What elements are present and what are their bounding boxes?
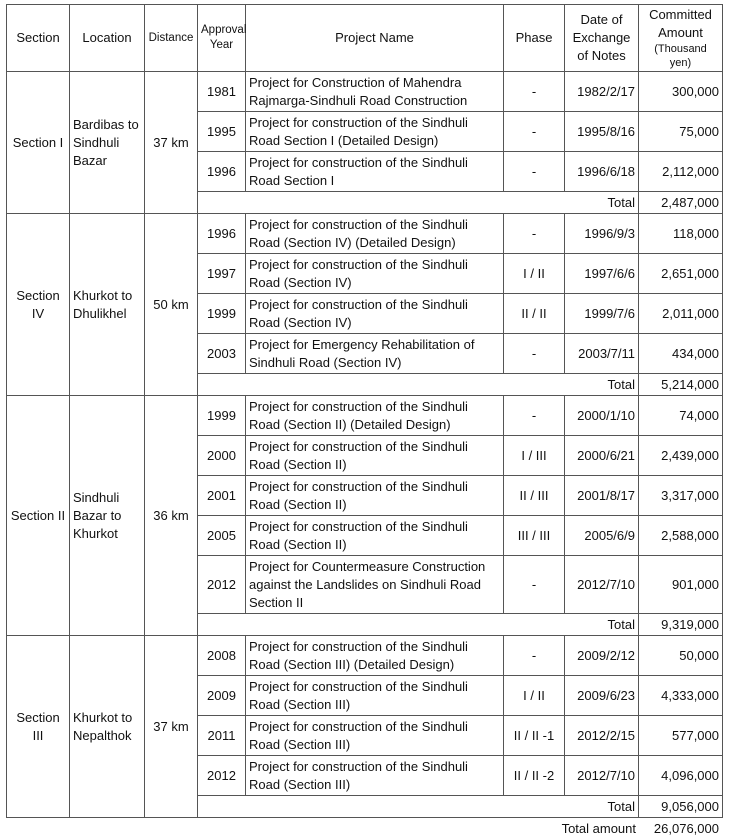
phase-cell: II / II	[504, 294, 565, 334]
location-cell: Bardibas to Sindhuli Bazar	[70, 72, 145, 214]
amount-cell: 3,317,000	[639, 476, 723, 516]
section-cell: Section II	[7, 396, 70, 636]
date-cell: 2009/2/12	[565, 636, 639, 676]
date-cell: 2009/6/23	[565, 676, 639, 716]
table-row	[7, 214, 723, 254]
approval-year-cell: 2000	[198, 436, 246, 476]
header-row	[7, 5, 723, 72]
distance-cell: 36 km	[145, 396, 198, 636]
approval-year-cell: 2001	[198, 476, 246, 516]
project-name-cell: Project for construction of the Sindhuli Road (Section III)	[246, 676, 504, 716]
date-cell: 1982/2/17	[565, 72, 639, 112]
amount-cell: 577,000	[639, 716, 723, 756]
phase-cell: II / III	[504, 476, 565, 516]
date-cell: 2000/6/21	[565, 436, 639, 476]
header-phase: Phase	[504, 5, 565, 72]
phase-cell: -	[504, 636, 565, 676]
approval-year-cell: 1997	[198, 254, 246, 294]
approval-year-cell: 2005	[198, 516, 246, 556]
approval-year-cell: 2009	[198, 676, 246, 716]
date-cell: 2012/7/10	[565, 556, 639, 614]
header-date: Date of Exchange of Notes	[565, 5, 639, 72]
date-cell: 1996/6/18	[565, 152, 639, 192]
approval-year-cell: 1996	[198, 152, 246, 192]
project-name-cell: Project for construction of the Sindhuli Road (Section II)	[246, 436, 504, 476]
amount-cell: 434,000	[639, 334, 723, 374]
project-name-cell: Project for Countermeasure Construction against the Landslides on Sindhuli Road Section II	[246, 556, 504, 614]
total-value: 9,319,000	[639, 614, 723, 636]
location-cell: Khurkot to Nepalthok	[70, 636, 145, 818]
date-cell: 2012/7/10	[565, 756, 639, 796]
project-name-cell: Project for construction of the Sindhuli Road (Section II)	[246, 516, 504, 556]
distance-cell: 37 km	[145, 636, 198, 818]
amount-cell: 4,333,000	[639, 676, 723, 716]
grand-total-label: Total amount	[561, 821, 636, 836]
approval-year-cell: 1996	[198, 214, 246, 254]
header-amount-label: Committed Amount	[649, 7, 712, 40]
total-label: Total	[198, 374, 639, 396]
approval-year-cell: 2003	[198, 334, 246, 374]
date-cell: 2000/1/10	[565, 396, 639, 436]
date-cell: 1996/9/3	[565, 214, 639, 254]
total-label: Total	[198, 614, 639, 636]
project-name-cell: Project for Emergency Rehabilitation of Sindhuli Road (Section IV)	[246, 334, 504, 374]
header-location: Location	[70, 5, 145, 72]
date-cell: 1995/8/16	[565, 112, 639, 152]
date-cell: 2003/7/11	[565, 334, 639, 374]
project-name-cell: Project for construction of the Sindhuli Road (Section III)	[246, 756, 504, 796]
distance-cell: 37 km	[145, 72, 198, 214]
location-cell: Sindhuli Bazar to Khurkot	[70, 396, 145, 636]
phase-cell: III / III	[504, 516, 565, 556]
approval-year-cell: 2012	[198, 756, 246, 796]
phase-cell: -	[504, 556, 565, 614]
project-name-cell: Project for construction of the Sindhuli Road (Section II) (Detailed Design)	[246, 396, 504, 436]
header-approval-year: Approval Year	[198, 5, 246, 72]
amount-cell: 50,000	[639, 636, 723, 676]
section-cell: Section III	[7, 636, 70, 818]
project-name-cell: Project for Construction of Mahendra Rajmarga-Sindhuli Road Construction	[246, 72, 504, 112]
approval-year-cell: 2008	[198, 636, 246, 676]
amount-cell: 2,651,000	[639, 254, 723, 294]
total-value: 2,487,000	[639, 192, 723, 214]
date-cell: 2001/8/17	[565, 476, 639, 516]
phase-cell: I / II	[504, 254, 565, 294]
project-name-cell: Project for construction of the Sindhuli Road (Section IV)	[246, 294, 504, 334]
phase-cell: -	[504, 72, 565, 112]
date-cell: 1999/7/6	[565, 294, 639, 334]
phase-cell: I / III	[504, 436, 565, 476]
phase-cell: -	[504, 334, 565, 374]
phase-cell: -	[504, 214, 565, 254]
phase-cell: -	[504, 396, 565, 436]
approval-year-cell: 1999	[198, 396, 246, 436]
project-name-cell: Project for construction of the Sindhuli Road (Section IV) (Detailed Design)	[246, 214, 504, 254]
total-label: Total	[198, 192, 639, 214]
table-row	[7, 396, 723, 436]
approval-year-cell: 1995	[198, 112, 246, 152]
approval-year-cell: 1981	[198, 72, 246, 112]
project-name-cell: Project for construction of the Sindhuli Road (Section III) (Detailed Design)	[246, 636, 504, 676]
amount-cell: 300,000	[639, 72, 723, 112]
date-cell: 2012/2/15	[565, 716, 639, 756]
amount-cell: 74,000	[639, 396, 723, 436]
header-amount	[639, 5, 723, 72]
amount-cell: 901,000	[639, 556, 723, 614]
table-row	[7, 72, 723, 112]
project-name-cell: Project for construction of the Sindhuli Road Section I (Detailed Design)	[246, 112, 504, 152]
total-value: 5,214,000	[639, 374, 723, 396]
amount-cell: 2,011,000	[639, 294, 723, 334]
amount-cell: 2,112,000	[639, 152, 723, 192]
section-cell: Section IV	[7, 214, 70, 396]
table-row	[7, 636, 723, 676]
amount-cell: 2,588,000	[639, 516, 723, 556]
table-body	[7, 72, 723, 818]
project-name-cell: Project for construction of the Sindhuli Road (Section II)	[246, 476, 504, 516]
location-cell: Khurkot to Dhulikhel	[70, 214, 145, 396]
phase-cell: II / II -2	[504, 756, 565, 796]
project-name-cell: Project for construction of the Sindhuli Road (Section IV)	[246, 254, 504, 294]
section-cell: Section I	[7, 72, 70, 214]
amount-cell: 118,000	[639, 214, 723, 254]
phase-cell: II / II -1	[504, 716, 565, 756]
phase-cell: I / II	[504, 676, 565, 716]
header-project-name: Project Name	[246, 5, 504, 72]
amount-cell: 4,096,000	[639, 756, 723, 796]
date-cell: 2005/6/9	[565, 516, 639, 556]
distance-cell: 50 km	[145, 214, 198, 396]
phase-cell: -	[504, 112, 565, 152]
header-distance: Distance	[145, 5, 198, 72]
amount-cell: 75,000	[639, 112, 723, 152]
approval-year-cell: 1999	[198, 294, 246, 334]
amount-cell: 2,439,000	[639, 436, 723, 476]
header-section: Section	[7, 5, 70, 72]
total-value: 9,056,000	[639, 796, 723, 818]
projects-table	[6, 4, 723, 818]
project-name-cell: Project for construction of the Sindhuli Road Section I	[246, 152, 504, 192]
project-name-cell: Project for construction of the Sindhuli Road (Section III)	[246, 716, 504, 756]
phase-cell: -	[504, 152, 565, 192]
date-cell: 1997/6/6	[565, 254, 639, 294]
header-amount-unit: (Thousand yen)	[654, 43, 707, 69]
total-label: Total	[198, 796, 639, 818]
grand-total-value: 26,076,000	[653, 821, 719, 836]
approval-year-cell: 2012	[198, 556, 246, 614]
approval-year-cell: 2011	[198, 716, 246, 756]
